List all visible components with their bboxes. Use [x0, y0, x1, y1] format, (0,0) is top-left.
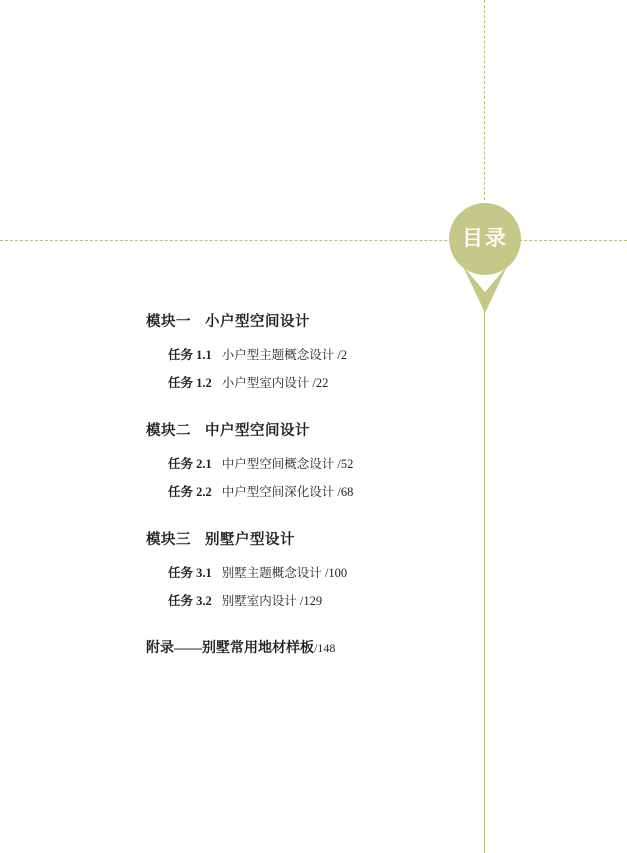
task-label: 任务 1.1 [168, 348, 212, 362]
toc-module [146, 419, 446, 500]
toc-task-entry[interactable] [168, 591, 446, 609]
toc-appendix-entry[interactable] [146, 637, 446, 657]
task-name: 别墅室内设计 /129 [221, 594, 323, 608]
task-name: 别墅主题概念设计 /100 [221, 566, 348, 580]
task-label: 任务 3.2 [168, 594, 212, 608]
toc-task-entry[interactable] [168, 563, 446, 581]
task-name: 中户型空间深化设计 /68 [221, 485, 354, 499]
module-number: 模块一 [146, 314, 191, 330]
module-title [146, 310, 446, 331]
contents-tag-label: 目录 [462, 227, 508, 250]
contents-tag [449, 203, 521, 313]
horizontal-dashed-rule [0, 240, 627, 241]
task-name: 小户型室内设计 /22 [221, 376, 329, 390]
task-label: 任务 1.2 [168, 376, 212, 390]
module-name: 小户型空间设计 [205, 314, 310, 330]
task-label: 任务 3.1 [168, 566, 212, 580]
task-label: 任务 2.1 [168, 457, 212, 471]
toc-task-entry[interactable] [168, 482, 446, 500]
module-title [146, 419, 446, 440]
module-number: 模块二 [146, 423, 191, 439]
module-title [146, 528, 446, 549]
appendix-page: /148 [314, 641, 336, 655]
module-name: 中户型空间设计 [205, 423, 310, 439]
appendix-title: 附录——别墅常用地材样板 [146, 641, 314, 656]
toc-module [146, 310, 446, 391]
vertical-dashed-rule [484, 0, 485, 200]
task-name: 小户型主题概念设计 /2 [221, 348, 348, 362]
module-number: 模块三 [146, 532, 191, 548]
task-name: 中户型空间概念设计 /52 [221, 457, 354, 471]
toc-task-entry[interactable] [168, 345, 446, 363]
toc-task-entry[interactable] [168, 373, 446, 391]
toc-task-entry[interactable] [168, 454, 446, 472]
toc-module [146, 528, 446, 609]
vertical-solid-rule [484, 300, 485, 853]
module-name: 别墅户型设计 [205, 532, 295, 548]
task-label: 任务 2.2 [168, 485, 212, 499]
table-of-contents [146, 310, 446, 657]
